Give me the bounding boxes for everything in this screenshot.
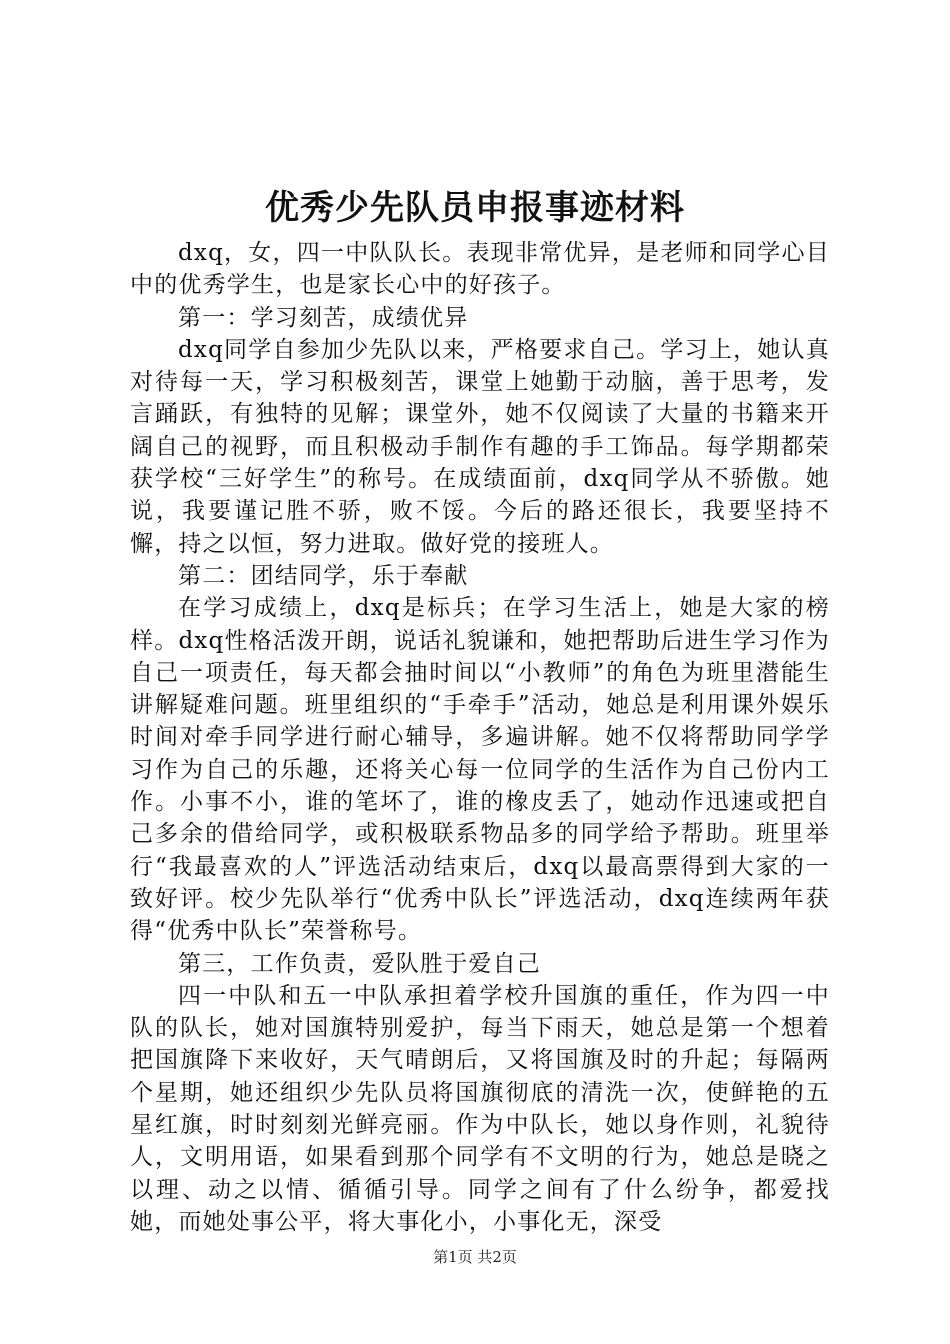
paragraph-intro: dxq，女，四一中队队长。表现非常优异，是老师和同学心目中的优秀学生，也是家长心中的好孩子。 — [130, 240, 830, 299]
section-heading-2: 第二：团结同学，乐于奉献 — [178, 562, 469, 589]
paragraph-study: dxq同学自参加少先队以来，严格要求自己。学习上，她认真对待每一天，学习积极刻苦，课堂上她勤于动脑，善于思考，发言踊跃，有独特的见解；课堂外，她不仅阅读了大量的书籍来开阔自己的视野，而且积极动手制作有趣的手工饰品。每学期都荣获学校“三好学生”的称号。在成绩面前，dxq同学从不骄傲。她说，我要谨记胜不骄，败不馁。今后的路还很长，我要坚持不懈，持之以恒，努力进取。做好党的接班人。 — [130, 336, 830, 557]
page-footer: 第1页 共2页 — [433, 1248, 517, 1266]
paragraph-teamwork: 在学习成绩上，dxq是标兵；在学习生活上，她是大家的榜样。dxq性格活泼开朗，说话礼貌谦和，她把帮助后进生学习作为自己一项责任，每天都会抽时间以“小教师”的角色为班里潜能生讲解疑难问题。班里组织的“手牵手”活动，她总是利用课外娱乐时间对牵手同学进行耐心辅导，多遍讲解。她不仅将帮助同学学习作为自己的乐趣，还将关心每一位同学的生活作为自己份内工作。小事不小，谁的笔坏了，谁的橡皮丢了，她动作迅速或把自己多余的借给同学，或积极联系物品多的同学给予帮助。班里举行“我最喜欢的人”评选活动结束后，dxq以最高票得到大家的一致好评。校少先队举行“优秀中队长”评选活动，dxq连续两年获得“优秀中队长”荣誉称号。 — [130, 595, 830, 945]
section-heading-1: 第一：学习刻苦，成绩优异 — [178, 304, 469, 331]
paragraph-duty: 四一中队和五一中队承担着学校升国旗的重任，作为四一中队的队长，她对国旗特别爱护，每当下雨天，她总是第一个想着把国旗降下来收好，天气晴朗后，又将国旗及时的升起；每隔两个星期，她还组织少先队员将国旗彻底的清洗一次，使鲜艳的五星红旗，时时刻刻光鲜亮丽。作为中队长，她以身作则，礼貌待人，文明用语，如果看到那个同学有不文明的行为，她总是晓之以理、动之以情、循循引导。同学之间有了什么纷争，都爱找她，而她处事公平，将大事化小，小事化无，深受 — [130, 982, 830, 1235]
document-body — [130, 237, 830, 1238]
section-heading-3: 第三，工作负责，爱队胜于爱自己 — [178, 950, 541, 977]
document-title: 优秀少先队员申报事迹材料 — [265, 188, 685, 228]
